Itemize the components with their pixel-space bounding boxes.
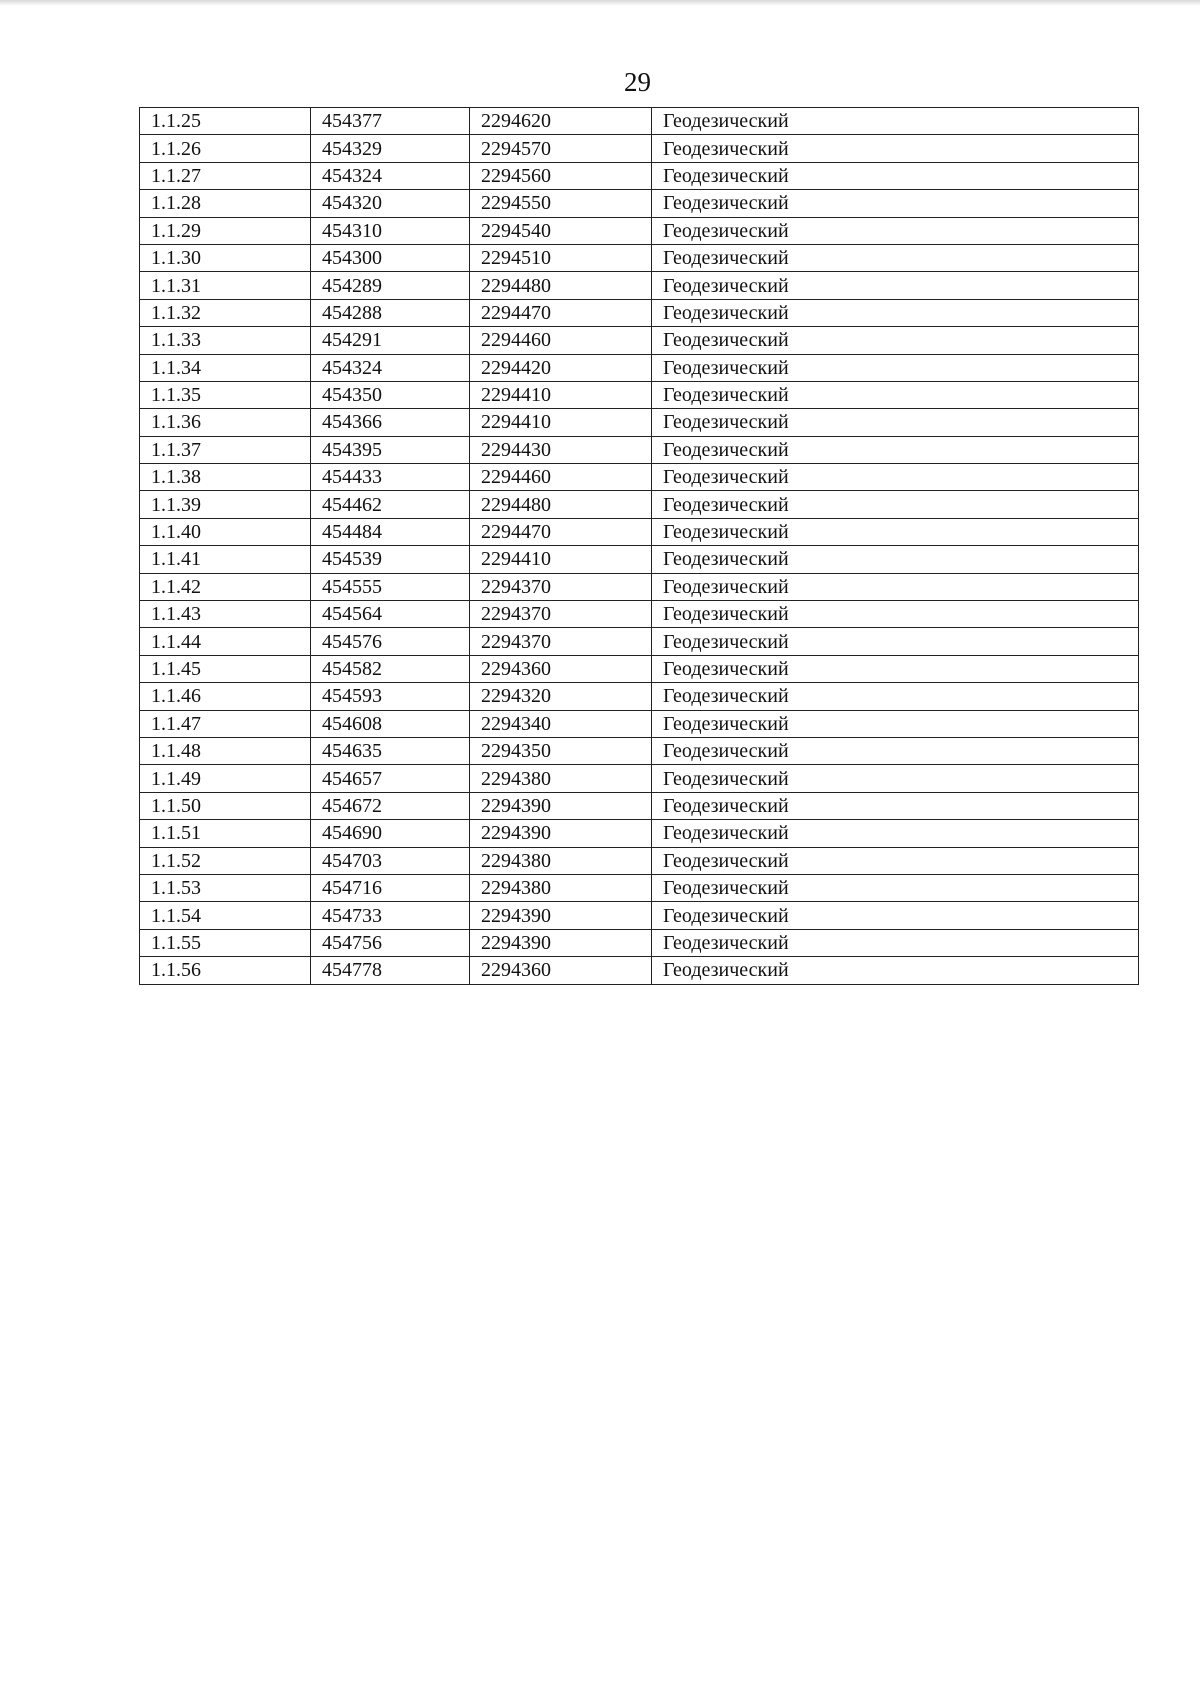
method-cell: Геодезический [652,327,1139,354]
method-cell: Геодезический [652,655,1139,682]
table-row [140,518,1139,545]
x-coordinate-cell: 454733 [311,902,470,929]
point-number-cell: 1.1.32 [140,299,311,326]
page-number: 29 [624,67,651,97]
y-coordinate-cell: 2294470 [470,299,652,326]
point-number-cell: 1.1.31 [140,272,311,299]
x-coordinate-cell: 454716 [311,874,470,901]
table-row [140,874,1139,901]
table-row [140,628,1139,655]
point-number-cell: 1.1.27 [140,162,311,189]
x-coordinate-cell: 454635 [311,737,470,764]
y-coordinate-cell: 2294390 [470,902,652,929]
table-row [140,327,1139,354]
x-coordinate-cell: 454593 [311,683,470,710]
x-coordinate-cell: 454657 [311,765,470,792]
x-coordinate-cell: 454291 [311,327,470,354]
method-cell: Геодезический [652,162,1139,189]
table-row [140,683,1139,710]
y-coordinate-cell: 2294390 [470,792,652,819]
y-coordinate-cell: 2294480 [470,491,652,518]
point-number-cell: 1.1.25 [140,108,311,135]
point-number-cell: 1.1.47 [140,710,311,737]
method-cell: Геодезический [652,409,1139,436]
method-cell: Геодезический [652,518,1139,545]
table-row [140,737,1139,764]
y-coordinate-cell: 2294340 [470,710,652,737]
y-coordinate-cell: 2294410 [470,546,652,573]
method-cell: Геодезический [652,108,1139,135]
x-coordinate-cell: 454324 [311,162,470,189]
x-coordinate-cell: 454539 [311,546,470,573]
method-cell: Геодезический [652,601,1139,628]
method-cell: Геодезический [652,436,1139,463]
table-row [140,244,1139,271]
point-number-cell: 1.1.41 [140,546,311,573]
coordinates-table-body [140,108,1139,985]
x-coordinate-cell: 454300 [311,244,470,271]
point-number-cell: 1.1.56 [140,957,311,984]
y-coordinate-cell: 2294370 [470,601,652,628]
x-coordinate-cell: 454582 [311,655,470,682]
method-cell: Геодезический [652,792,1139,819]
table-row [140,902,1139,929]
x-coordinate-cell: 454329 [311,135,470,162]
table-row [140,190,1139,217]
table-row [140,601,1139,628]
method-cell: Геодезический [652,381,1139,408]
method-cell: Геодезический [652,847,1139,874]
point-number-cell: 1.1.45 [140,655,311,682]
x-coordinate-cell: 454703 [311,847,470,874]
point-number-cell: 1.1.48 [140,737,311,764]
y-coordinate-cell: 2294360 [470,957,652,984]
x-coordinate-cell: 454608 [311,710,470,737]
method-cell: Геодезический [652,272,1139,299]
table-row [140,929,1139,956]
table-row [140,765,1139,792]
y-coordinate-cell: 2294460 [470,327,652,354]
point-number-cell: 1.1.51 [140,820,311,847]
point-number-cell: 1.1.42 [140,573,311,600]
table-row [140,381,1139,408]
x-coordinate-cell: 454395 [311,436,470,463]
y-coordinate-cell: 2294410 [470,409,652,436]
y-coordinate-cell: 2294510 [470,244,652,271]
x-coordinate-cell: 454756 [311,929,470,956]
coordinates-table [139,107,1139,985]
y-coordinate-cell: 2294480 [470,272,652,299]
x-coordinate-cell: 454555 [311,573,470,600]
point-number-cell: 1.1.26 [140,135,311,162]
table-row [140,272,1139,299]
x-coordinate-cell: 454320 [311,190,470,217]
point-number-cell: 1.1.36 [140,409,311,436]
point-number-cell: 1.1.46 [140,683,311,710]
table-row [140,957,1139,984]
method-cell: Геодезический [652,244,1139,271]
point-number-cell: 1.1.38 [140,464,311,491]
y-coordinate-cell: 2294360 [470,655,652,682]
method-cell: Геодезический [652,710,1139,737]
y-coordinate-cell: 2294470 [470,518,652,545]
point-number-cell: 1.1.53 [140,874,311,901]
point-number-cell: 1.1.39 [140,491,311,518]
x-coordinate-cell: 454350 [311,381,470,408]
table-row [140,108,1139,135]
table-row [140,464,1139,491]
x-coordinate-cell: 454310 [311,217,470,244]
y-coordinate-cell: 2294430 [470,436,652,463]
method-cell: Геодезический [652,546,1139,573]
point-number-cell: 1.1.55 [140,929,311,956]
method-cell: Геодезический [652,491,1139,518]
x-coordinate-cell: 454377 [311,108,470,135]
x-coordinate-cell: 454576 [311,628,470,655]
x-coordinate-cell: 454564 [311,601,470,628]
point-number-cell: 1.1.30 [140,244,311,271]
y-coordinate-cell: 2294410 [470,381,652,408]
point-number-cell: 1.1.49 [140,765,311,792]
point-number-cell: 1.1.43 [140,601,311,628]
method-cell: Геодезический [652,217,1139,244]
table-row [140,135,1139,162]
table-row [140,546,1139,573]
table-row [140,655,1139,682]
point-number-cell: 1.1.34 [140,354,311,381]
x-coordinate-cell: 454289 [311,272,470,299]
y-coordinate-cell: 2294380 [470,765,652,792]
y-coordinate-cell: 2294320 [470,683,652,710]
method-cell: Геодезический [652,902,1139,929]
point-number-cell: 1.1.37 [140,436,311,463]
y-coordinate-cell: 2294390 [470,820,652,847]
table-row [140,847,1139,874]
y-coordinate-cell: 2294380 [470,847,652,874]
point-number-cell: 1.1.44 [140,628,311,655]
y-coordinate-cell: 2294560 [470,162,652,189]
method-cell: Геодезический [652,628,1139,655]
point-number-cell: 1.1.50 [140,792,311,819]
point-number-cell: 1.1.28 [140,190,311,217]
y-coordinate-cell: 2294570 [470,135,652,162]
y-coordinate-cell: 2294390 [470,929,652,956]
method-cell: Геодезический [652,354,1139,381]
method-cell: Геодезический [652,737,1139,764]
point-number-cell: 1.1.35 [140,381,311,408]
table-row [140,299,1139,326]
method-cell: Геодезический [652,765,1139,792]
x-coordinate-cell: 454462 [311,491,470,518]
x-coordinate-cell: 454366 [311,409,470,436]
x-coordinate-cell: 454484 [311,518,470,545]
x-coordinate-cell: 454778 [311,957,470,984]
method-cell: Геодезический [652,820,1139,847]
table-row [140,162,1139,189]
method-cell: Геодезический [652,190,1139,217]
point-number-cell: 1.1.33 [140,327,311,354]
scan-edge-shadow [0,0,1200,6]
table-row [140,409,1139,436]
method-cell: Геодезический [652,573,1139,600]
table-row [140,573,1139,600]
x-coordinate-cell: 454672 [311,792,470,819]
method-cell: Геодезический [652,464,1139,491]
table-row [140,710,1139,737]
x-coordinate-cell: 454690 [311,820,470,847]
y-coordinate-cell: 2294540 [470,217,652,244]
method-cell: Геодезический [652,874,1139,901]
point-number-cell: 1.1.40 [140,518,311,545]
method-cell: Геодезический [652,135,1139,162]
method-cell: Геодезический [652,683,1139,710]
table-row [140,820,1139,847]
y-coordinate-cell: 2294420 [470,354,652,381]
method-cell: Геодезический [652,929,1139,956]
x-coordinate-cell: 454288 [311,299,470,326]
point-number-cell: 1.1.29 [140,217,311,244]
y-coordinate-cell: 2294370 [470,628,652,655]
y-coordinate-cell: 2294380 [470,874,652,901]
y-coordinate-cell: 2294350 [470,737,652,764]
table-row [140,436,1139,463]
y-coordinate-cell: 2294370 [470,573,652,600]
table-row [140,792,1139,819]
table-row [140,491,1139,518]
point-number-cell: 1.1.54 [140,902,311,929]
point-number-cell: 1.1.52 [140,847,311,874]
y-coordinate-cell: 2294620 [470,108,652,135]
x-coordinate-cell: 454324 [311,354,470,381]
x-coordinate-cell: 454433 [311,464,470,491]
table-row [140,217,1139,244]
table-row [140,354,1139,381]
y-coordinate-cell: 2294550 [470,190,652,217]
y-coordinate-cell: 2294460 [470,464,652,491]
method-cell: Геодезический [652,299,1139,326]
method-cell: Геодезический [652,957,1139,984]
